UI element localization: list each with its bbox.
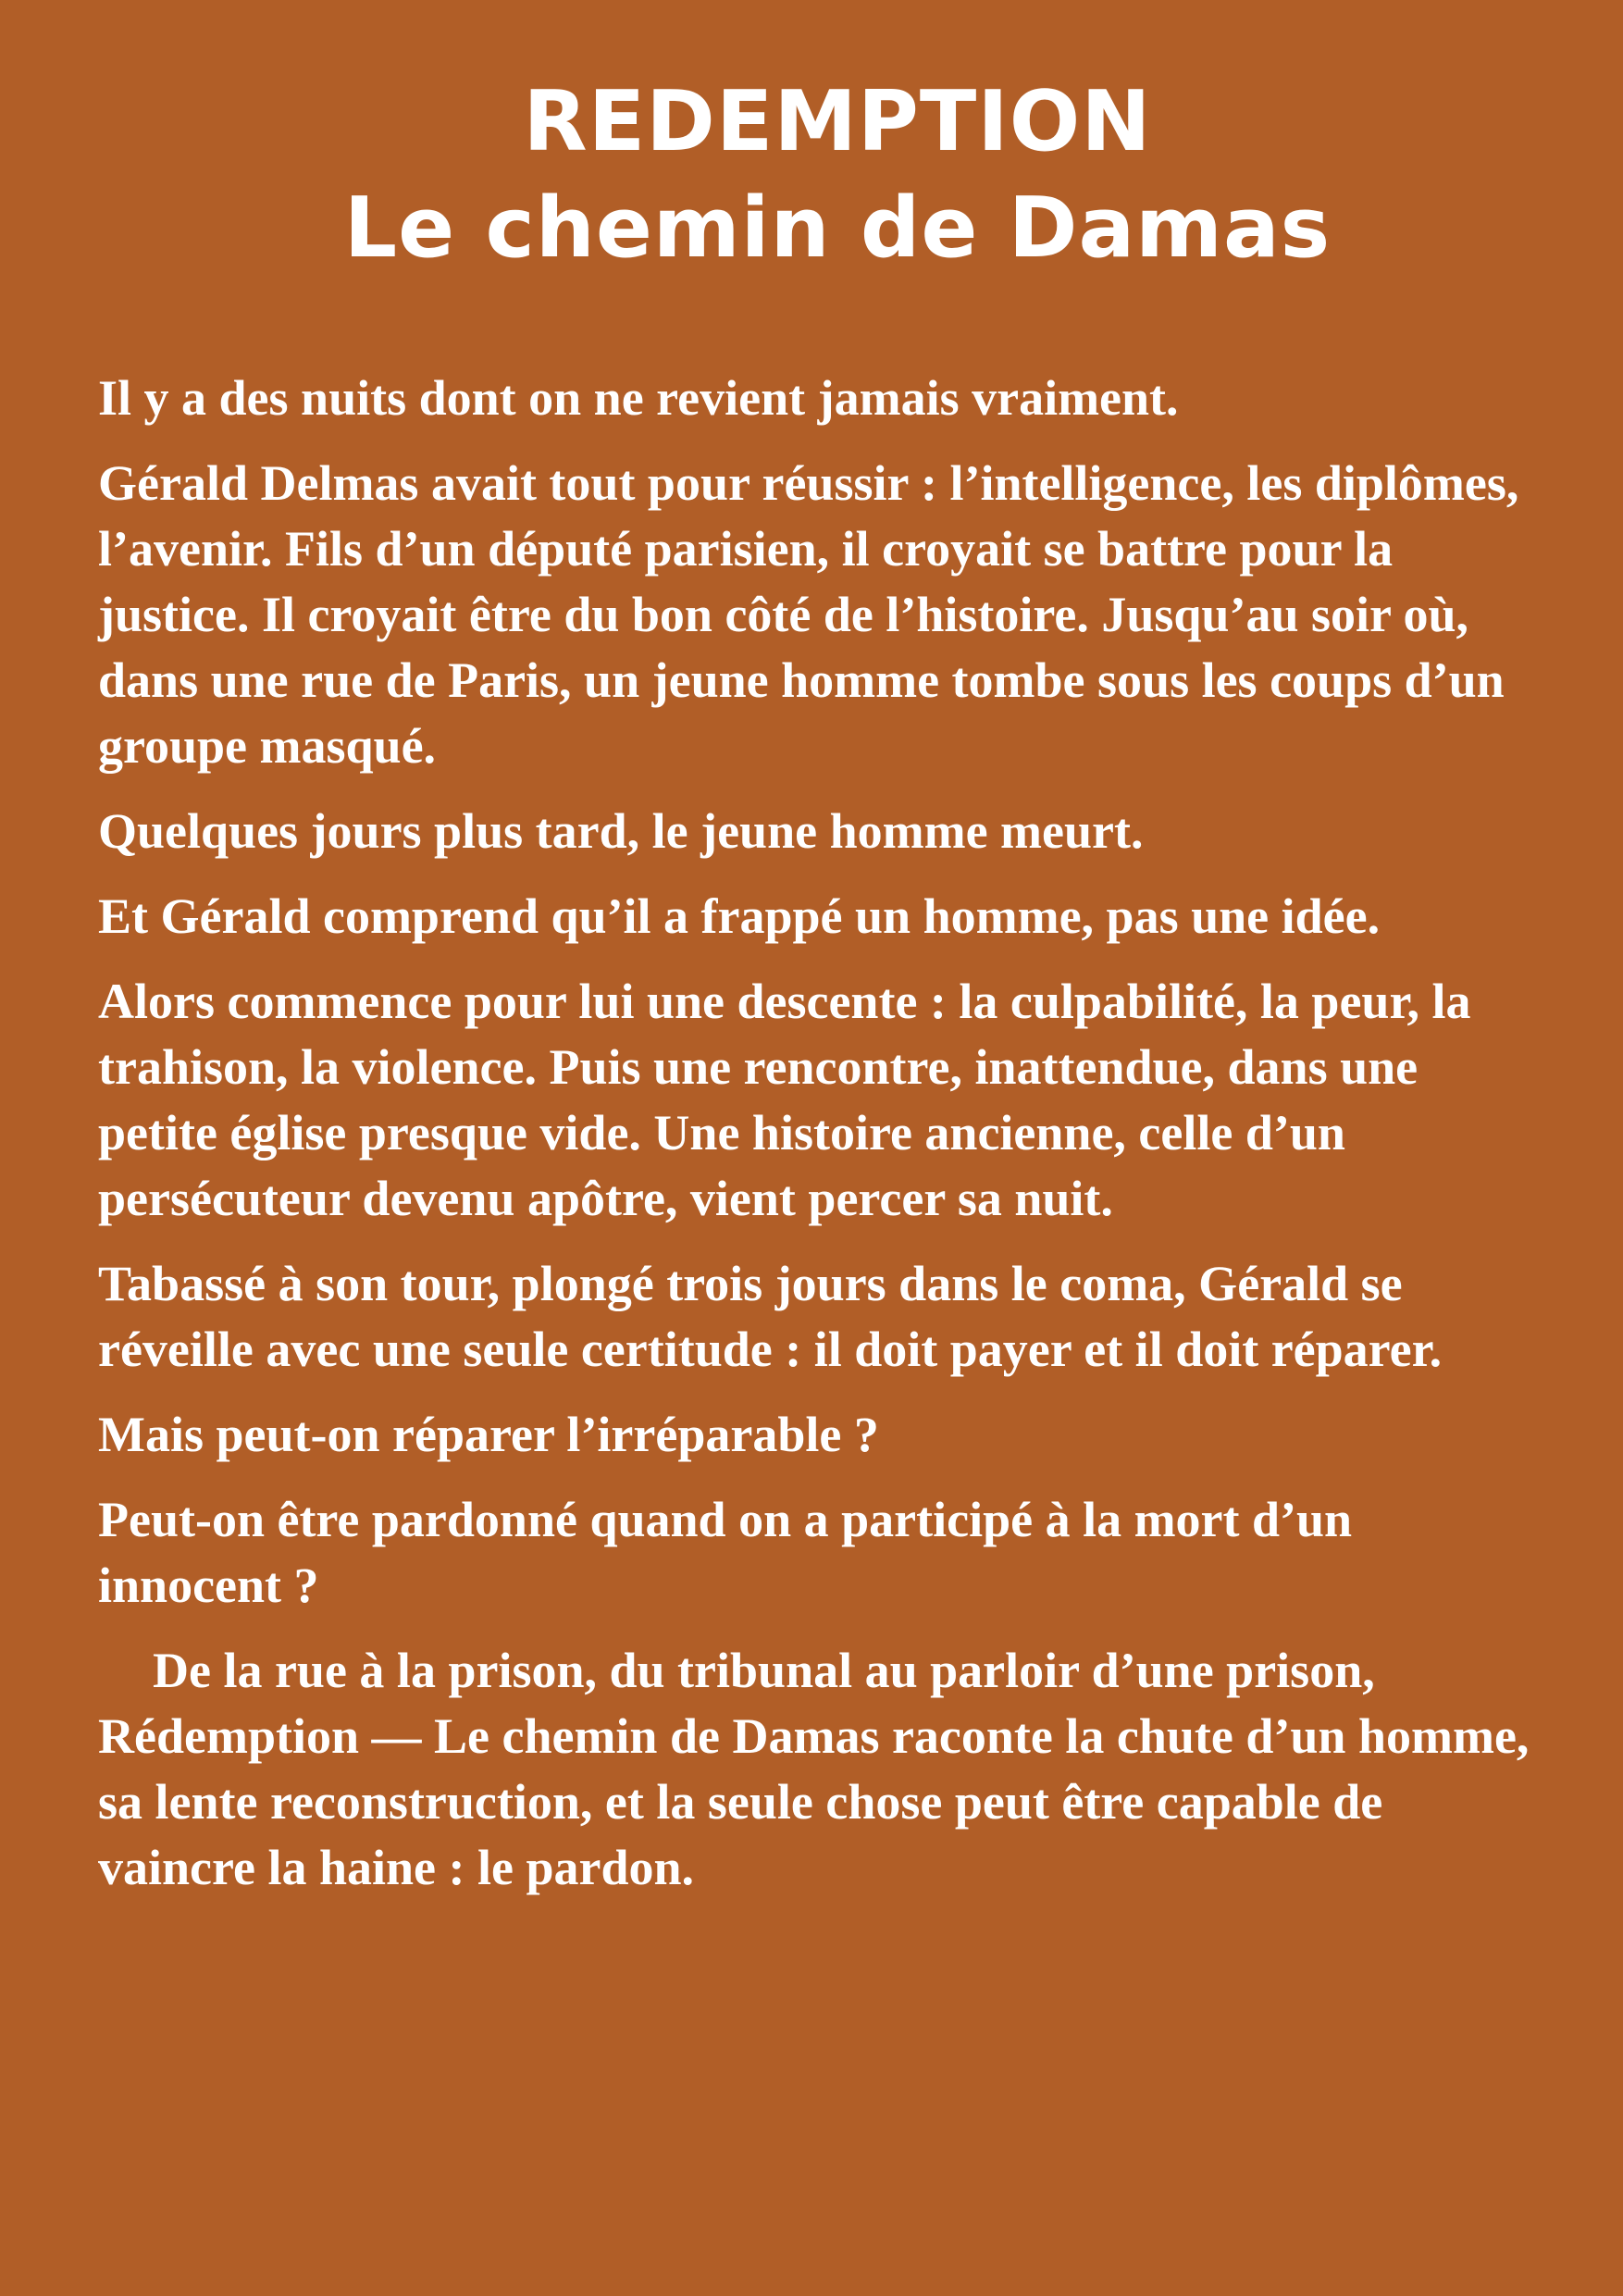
synopsis-paragraph-9: De la rue à la prison, du tribunal au parloir d’une prison, Rédemption — Le chemin de Damas raconte la chute d’un homme, sa lente reconstruction, et la seule chose peut être capable de vaincre la haine : le pardon.: [98, 1643, 1530, 1895]
synopsis-paragraph-5: Alors commence pour lui une descente : la culpabilité, la peur, la trahison, la violence. Puis une rencontre, inattendue, dans une petite église presque vide. Une histoire ancienne, celle d’un persécuteur devenu apôtre, vient percer sa nuit.: [98, 974, 1471, 1226]
synopsis: [98, 366, 1542, 1920]
synopsis-paragraph-1: Il y a des nuits dont on ne revient jamais vraiment.: [98, 370, 1179, 426]
synopsis-paragraph-4: Et Gérald comprend qu’il a frappé un homme, pas une idée.: [98, 888, 1381, 944]
book-subtitle: Le chemin de Damas: [343, 180, 1332, 277]
synopsis-paragraph-7: Mais peut-on réparer l’irréparable ?: [98, 1407, 879, 1462]
synopsis-paragraph-2: Gérald Delmas avait tout pour réussir : l’intelligence, les diplômes, l’avenir. Fils d’un député parisien, il croyait se battre pour la justice. Il croyait être du bon côté de l’histoire. Jusqu’au soir où, dans une rue de Paris, un jeune homme tombe sous les coups d’un groupe masqué.: [98, 455, 1519, 774]
synopsis-paragraph-8: Peut-on être pardonné quand on a participé à la mort d’un innocent ?: [98, 1492, 1353, 1613]
synopsis-paragraph-6: Tabassé à son tour, plongé trois jours dans le coma, Gérald se réveille avec une seule certitude : il doit payer et il doit réparer.: [98, 1256, 1443, 1377]
synopsis-paragraph-3: Quelques jours plus tard, le jeune homme meurt.: [98, 803, 1144, 859]
book-title: REDEMPTION: [523, 73, 1152, 170]
